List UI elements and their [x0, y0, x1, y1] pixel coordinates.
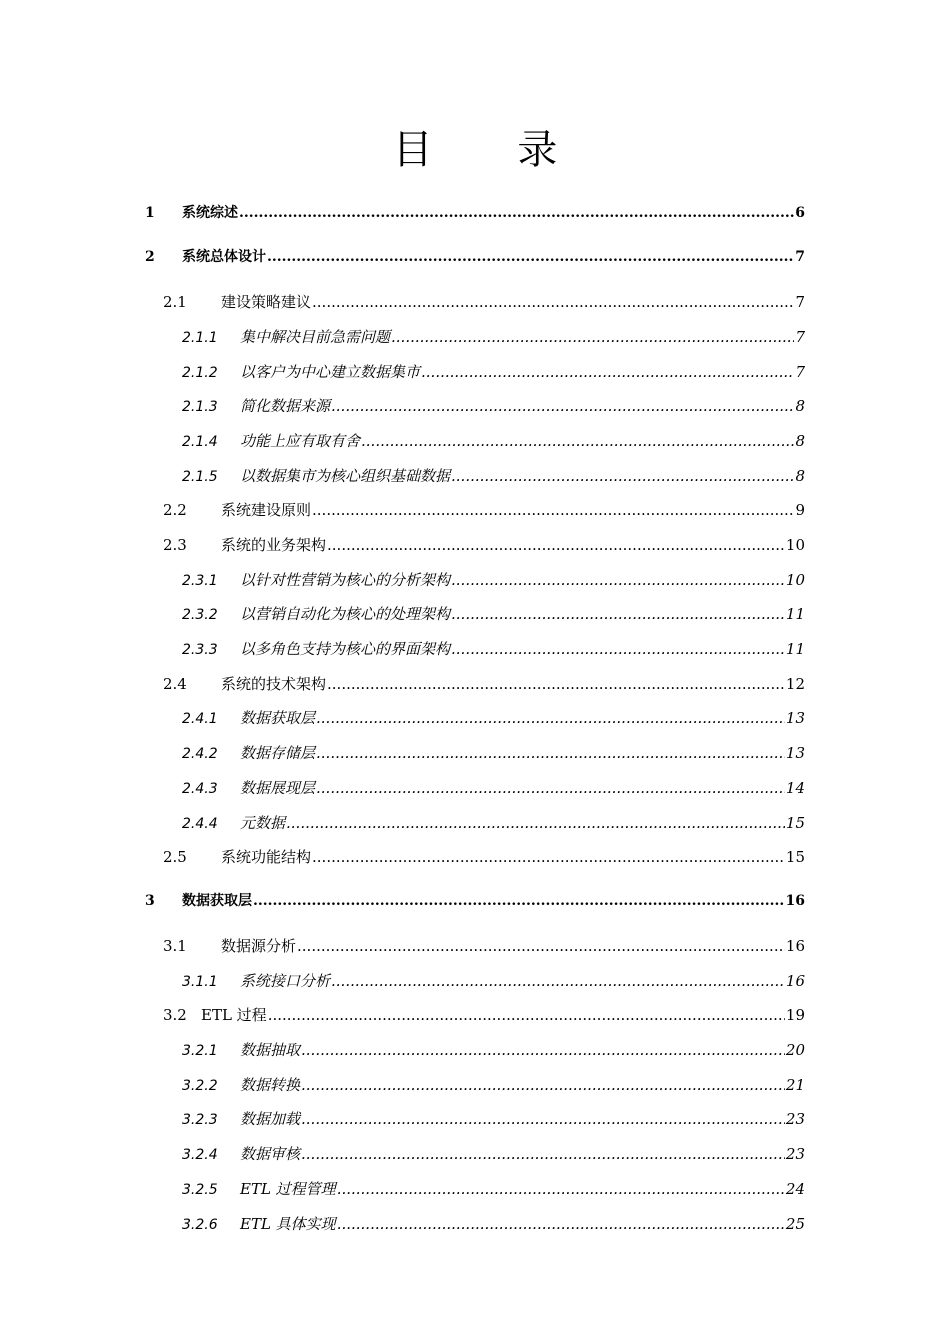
toc-entry[interactable]	[182, 1144, 805, 1164]
toc-entry-title: 系统功能结构	[221, 848, 312, 866]
toc-dot-leader	[312, 292, 794, 312]
toc-entry-number: 2.3.2	[182, 607, 218, 623]
toc-entry-title: 数据源分析	[221, 937, 297, 955]
toc-entry[interactable]	[182, 431, 805, 451]
toc-entry-title: 以营销自动化为核心的处理架构	[240, 605, 451, 623]
toc-entry-title: 以多角色支持为核心的界面架构	[240, 640, 451, 658]
toc-entry-title: ETL 具体实现	[240, 1215, 336, 1233]
toc-dot-leader	[337, 1179, 785, 1199]
toc-entry-number: 3.2.3	[182, 1112, 218, 1128]
toc-entry[interactable]	[182, 362, 805, 382]
toc-entry-page-number: 15	[785, 848, 805, 866]
toc-entry-number: 2.1.1	[182, 330, 218, 346]
toc-entry-page-number: 16	[785, 972, 805, 990]
toc-entry-title: 系统建设原则	[221, 501, 312, 519]
toc-entry[interactable]	[163, 1005, 805, 1025]
toc-entry-page-number: 10	[785, 571, 805, 589]
toc-entry-number: 3.2.4	[182, 1147, 218, 1163]
toc-entry[interactable]	[182, 1214, 805, 1234]
toc-entry[interactable]	[182, 813, 805, 833]
toc-dot-leader	[312, 500, 794, 520]
toc-entry-number: 2.3.3	[182, 642, 218, 658]
toc-entry[interactable]	[163, 847, 805, 867]
toc-entry-title: 数据审核	[240, 1145, 301, 1163]
toc-dot-leader	[391, 327, 794, 347]
toc-entry-number: 2.4.4	[182, 816, 218, 832]
toc-entry-number: 3.2.6	[182, 1217, 218, 1233]
toc-entry[interactable]	[182, 1109, 805, 1129]
toc-entry-number: 3.1	[163, 937, 187, 955]
toc-entry-page-number: 6	[795, 205, 805, 221]
toc-entry[interactable]	[182, 604, 805, 624]
toc-entry-page-number: 13	[785, 709, 805, 727]
toc-dot-leader	[451, 639, 785, 659]
toc-entry-page-number: 13	[785, 744, 805, 762]
toc-entry-page-number: 11	[785, 605, 805, 623]
toc-entry-page-number: 8	[795, 432, 805, 450]
toc-dot-leader	[316, 778, 785, 798]
toc-entry-title: 数据展现层	[240, 779, 316, 797]
toc-entry-number: 2.1.3	[182, 399, 218, 415]
toc-entry-number: 2.4.1	[182, 711, 218, 727]
toc-dot-leader	[337, 1214, 785, 1234]
toc-entry-number: 2.4.2	[182, 746, 218, 762]
toc-dot-leader	[316, 743, 785, 763]
toc-entry[interactable]	[182, 708, 805, 728]
toc-entry[interactable]	[182, 327, 805, 347]
toc-entry-number: 3.2.2	[182, 1078, 218, 1094]
toc-dot-leader	[327, 535, 785, 555]
toc-dot-leader	[316, 708, 785, 728]
toc-dot-leader	[301, 1075, 785, 1095]
toc-entry-title: 系统的业务架构	[221, 536, 327, 554]
toc-dot-leader	[451, 604, 785, 624]
toc-entry[interactable]	[145, 247, 805, 267]
toc-entry[interactable]	[182, 396, 805, 416]
toc-dot-leader	[331, 396, 794, 416]
toc-entry[interactable]	[182, 1040, 805, 1060]
toc-entry-page-number: 10	[785, 536, 805, 554]
toc-dot-leader	[253, 891, 785, 911]
toc-entry[interactable]	[182, 778, 805, 798]
toc-entry-number: 3.2.1	[182, 1043, 218, 1059]
toc-entry-title: 系统综述	[182, 205, 238, 221]
toc-entry-page-number: 16	[785, 893, 805, 909]
toc-entry-number: 3.1.1	[182, 974, 218, 990]
toc-dot-leader	[297, 936, 785, 956]
toc-entry-page-number: 8	[795, 397, 805, 415]
toc-dot-leader	[331, 971, 785, 991]
toc-entry-page-number: 16	[785, 937, 805, 955]
toc-entry-title: 以数据集市为核心组织基础数据	[240, 467, 451, 485]
toc-entry[interactable]	[182, 971, 805, 991]
toc-entry-page-number: 11	[785, 640, 805, 658]
toc-dot-leader	[301, 1040, 785, 1060]
toc-dot-leader	[286, 813, 785, 833]
toc-entry[interactable]	[182, 466, 805, 486]
toc-entry[interactable]	[182, 1075, 805, 1095]
toc-entry-page-number: 7	[795, 363, 805, 381]
toc-dot-leader	[312, 847, 785, 867]
toc-entry-page-number: 7	[795, 293, 805, 311]
toc-entry-page-number: 20	[785, 1041, 805, 1059]
toc-dot-leader	[451, 570, 785, 590]
toc-entry[interactable]	[182, 639, 805, 659]
toc-entry-page-number: 7	[795, 328, 805, 346]
toc-entry-title: 数据存储层	[240, 744, 316, 762]
toc-entry-number: 3	[145, 893, 155, 909]
toc-entry-title: 数据获取层	[240, 709, 316, 727]
toc-entry-number: 2.1	[163, 293, 187, 311]
toc-entry-number: 2.5	[163, 848, 187, 866]
toc-entry-number: 2.2	[163, 501, 187, 519]
toc-entry[interactable]	[163, 674, 805, 694]
toc-entry-title: 功能上应有取有舍	[240, 432, 361, 450]
toc-entry-page-number: 23	[785, 1145, 805, 1163]
toc-entry[interactable]	[145, 203, 805, 223]
toc-entry-title: 以针对性营销为核心的分析架构	[240, 571, 451, 589]
toc-dot-leader	[327, 674, 785, 694]
toc-entry-number: 2.3	[163, 536, 187, 554]
toc-dot-leader	[301, 1144, 785, 1164]
toc-entry-page-number: 14	[785, 779, 805, 797]
toc-entry-number: 1	[145, 205, 155, 221]
toc-entry[interactable]	[163, 535, 805, 555]
toc-dot-leader	[301, 1109, 785, 1129]
toc-entry-title: ETL 过程	[201, 1006, 267, 1024]
toc-entry-title: ETL 过程管理	[240, 1180, 336, 1198]
toc-entry[interactable]	[163, 936, 805, 956]
toc-entry-page-number: 23	[785, 1110, 805, 1128]
toc-entry-title: 简化数据来源	[240, 397, 331, 415]
toc-entry[interactable]	[145, 891, 805, 911]
toc-dot-leader	[361, 431, 794, 451]
toc-entry-page-number: 24	[785, 1180, 805, 1198]
toc-entry-page-number: 15	[785, 814, 805, 832]
toc-entry-title: 元数据	[240, 814, 286, 832]
toc-entry-number: 2.1.4	[182, 434, 218, 450]
toc-entry-title: 数据获取层	[182, 893, 252, 909]
toc-entry-number: 2.3.1	[182, 573, 218, 589]
toc-entry-page-number: 8	[795, 467, 805, 485]
toc-entry-number: 3.2	[163, 1006, 187, 1024]
toc-dot-leader	[239, 203, 794, 223]
page-title: 目 录	[392, 127, 594, 173]
toc-entry-number: 2.1.2	[182, 365, 218, 381]
toc-entry-page-number: 21	[785, 1076, 805, 1094]
toc-entry[interactable]	[182, 743, 805, 763]
toc-entry[interactable]	[163, 292, 805, 312]
toc-dot-leader	[267, 247, 794, 267]
toc-entry-title: 数据抽取	[240, 1041, 301, 1059]
toc-entry-title: 集中解决目前急需问题	[240, 328, 391, 346]
toc-entry[interactable]	[182, 1179, 805, 1199]
toc-entry[interactable]	[182, 570, 805, 590]
toc-entry-page-number: 12	[785, 675, 805, 693]
toc-entry-number: 2.4.3	[182, 781, 218, 797]
toc-entry-number: 3.2.5	[182, 1182, 218, 1198]
toc-entry[interactable]	[163, 500, 805, 520]
toc-entry-number: 2.1.5	[182, 469, 218, 485]
toc-entry-title: 建设策略建议	[221, 293, 312, 311]
toc-dot-leader	[421, 362, 794, 382]
toc-entry-page-number: 7	[795, 249, 805, 265]
toc-entry-title: 系统接口分析	[240, 972, 331, 990]
toc-dot-leader	[451, 466, 794, 486]
toc-entry-title: 数据加载	[240, 1110, 301, 1128]
toc-entry-page-number: 19	[785, 1006, 805, 1024]
toc-entry-title: 数据转换	[240, 1076, 301, 1094]
toc-entry-page-number: 9	[795, 501, 805, 519]
toc-entry-number: 2.4	[163, 675, 187, 693]
toc-entry-title: 系统总体设计	[182, 249, 266, 265]
toc-entry-page-number: 25	[785, 1215, 805, 1233]
toc-dot-leader	[268, 1005, 785, 1025]
toc-entry-title: 以客户为中心建立数据集市	[240, 363, 421, 381]
toc-entry-number: 2	[145, 249, 155, 265]
toc-entry-title: 系统的技术架构	[221, 675, 327, 693]
